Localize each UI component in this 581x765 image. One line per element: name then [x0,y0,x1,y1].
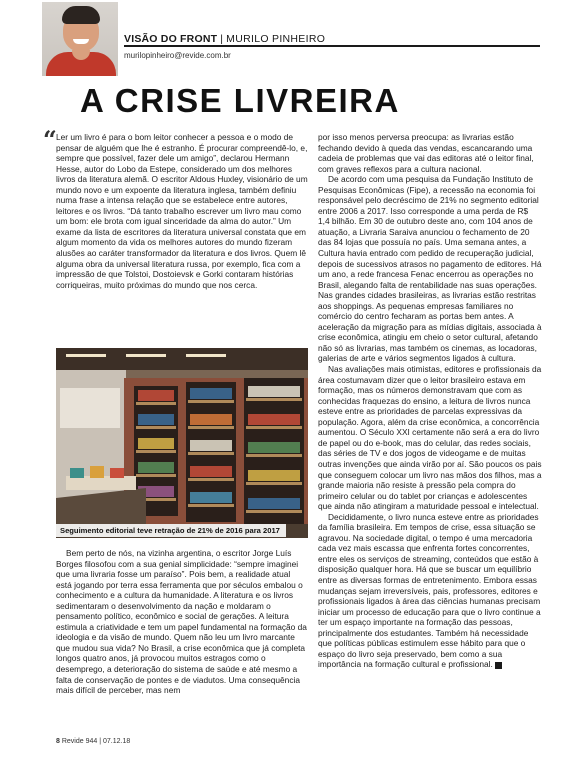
page-number: 8 [56,738,60,745]
paragraph: Bem perto de nós, na vizinha argentina, o escritor Jorge Luís Borges filosofou com a sua genial simplicidade: “sempre imaginei que uma livraria fosse um paraíso”. Pois bem, a realidade atual está jogando por terra essa ferramenta que por séculos embalou o conhecimento e a cultura da humanidade. A literatura e os livros sedimentaram o desenvolvimento da nação e moldaram o pensamento político, econômico e social de gerações. A leitura estimula a criatividade e tem um papel fundamental na formação da ideologia e da visão de mundo. Quem não leu um livro marcante que mudou sua vida? No Brasil, a crise econômica que já completa longos quatro anos, já provocou muitos estragos como o desemprego, a deterioração do sistema de saúde e até mesmo a falta de conservação de pontes e de viadutos. Uma consequência mais difícil de perceber, mas nem [56,548,307,696]
paragraph: De acordo com uma pesquisa da Fundação Instituto de Pesquisas Econômicas (Fipe), a recessão na economia foi responsável pelo decréscimo de 21% no segmento editorial entre 2006 a 2017. Isso corresponde a uma perda de R$ 1,4 bilhão. Em 30 de outubro deste ano, com 104 anos de atuação, a Livraria Saraiva anunciou o fechamento de 20 das 84 lojas que possuía no país. Uma semana antes, a Cultura havia entrado com pedido de recuperação judicial, depois de sucessivos atrasos no pagamento de editores. Há um ano, a rede francesa Fenac encerrou as operações no Brasil, alegando falta de rentabilidade nas suas operações. Nas grandes cidades brasileiras, as livrarias estão restritas aos shoppings. As pequenas empresas familiares no comércio do centro fecharam as portas bem antes. A aceleração da migração para as mídias digitais, associada à crise econômica, atingiu em cheio o setor cultural, afetando não só as livrarias, mas também os cinemas, as locadoras, galerias de arte e vários segmentos ligados à cultura. [318,174,542,364]
paragraph: Nas avaliações mais otimistas, editores e profissionais da área costumavam dizer que o leitor brasileiro estava em formação, mas os números demonstravam que com as conhecidas fraquezas do ensino, a leitura de livros nunca esteve entre as prioridades de parcelas expressivas da população. Agora, além da crise econômica, a concorrência aumentou. O Século XXI certamente não será a era do livro de papel ou do e-book, mas do celular, das redes sociais, das séries de TV e dos jogos de videogame e de muitas outras invenções que ainda virão por aí. São poucos os pais que conseguem colocar um livro nas mãos dos filhos, mas a grande maioria não resiste à pressão pela compra do primeiro celular ou do tablet por crianças e adolescentes que ainda não atingiram a maturidade pessoal e intelectual. [318,364,542,512]
author-photo [42,2,118,76]
issue-date: 07.12.18 [103,738,131,745]
bookstore-illustration [56,348,308,538]
end-of-article-mark [495,662,502,669]
header-rule [124,45,540,47]
paragraph: Ler um livro é para o bom leitor conhecer a pessoa e o modo de pensar de alguém que lhe é estranho. É procurar compreendê-lo, e, sempre que possível, fazer dele um amigo”, declarou Hermann Hesse, autor do Lobo da Estepe, considerado um dos melhores livros da literatura alemã. O escritor Aldous Huxley, visionário de um mundo novo e um expoente da literatura inglesa, também definiu numa frase a intensa relação que se estabelece entre autores, leitores e os livros. “Dá tanto trabalho escrever um livro mau como um bom: ele brota com igual sinceridade da alma do autor.” Um exame da lista de escritores da literatura universal constata que em algum momento da vida os melhores autores do mundo fizeram alusões ao caráter transformador da literatura e dos livros. Quem lê alguma obra da universal literatura russa, por exemplo, fica com a impressão de que Tolstoi, Dostoievsk e Gorki contaram histórias corriqueiras, muito próximas do mundo que nos cerca. [56,132,308,290]
article-column-left-bottom [56,548,308,696]
photo-smile [73,39,89,44]
header-separator: | [220,33,224,45]
magazine-name: Revide 944 [61,738,98,745]
author-email: murilopinheiro@revide.com.br [124,51,231,60]
article-column-right [318,132,542,670]
page-footer [56,738,130,745]
paragraph-final [318,512,542,670]
article-column-left-top [56,132,308,290]
footer-separator: | [99,738,102,745]
photo-hair [62,6,100,24]
column-header [124,33,325,45]
paragraph: por isso menos perversa preocupa: as livrarias estão fechando devido à queda das vendas, escancarando uma cadeia de problemas que vai das editoras até o leitor final, com graves reflexos para a cultura nacional. [318,132,534,174]
final-paragraph-text: Decididamente, o livro nunca esteve entre as prioridades da família brasileira. Em tempos de crise, essa situação se agravou. Na sociedade digital, o tempo é uma mercadoria cada vez mais escassa que enfrenta fortes concorrentes, entre eles os serviços de streaming, conteúdos que estão à disposição qualquer hora. Há que se buscar um equilíbrio entre as diversas formas de entretenimento. Embora essas mudanças sejam irreversíveis, pais, professores, editores e profissionais ligados à área das ciências humanas precisam iniciar um processo de educação para que o livro continue a ter um espaço importante na formação das pessoas, principalmente dos estudantes. Também há necessidade que políticas públicas estimulem esse hábito para que o espaço do livro seja preservado, bem como a sua importância na formação cultural e profissional. [318,511,541,670]
bookstore-photo [56,348,308,538]
author-name: MURILO PINHEIRO [226,33,326,45]
opening-quote-mark: “ [43,125,57,154]
headline: A CRISE LIVREIRA [80,82,400,119]
photo-caption: Seguimento editorial teve retração de 21% de 2016 para 2017 [56,524,286,537]
section-title: VISÃO DO FRONT [124,33,218,45]
